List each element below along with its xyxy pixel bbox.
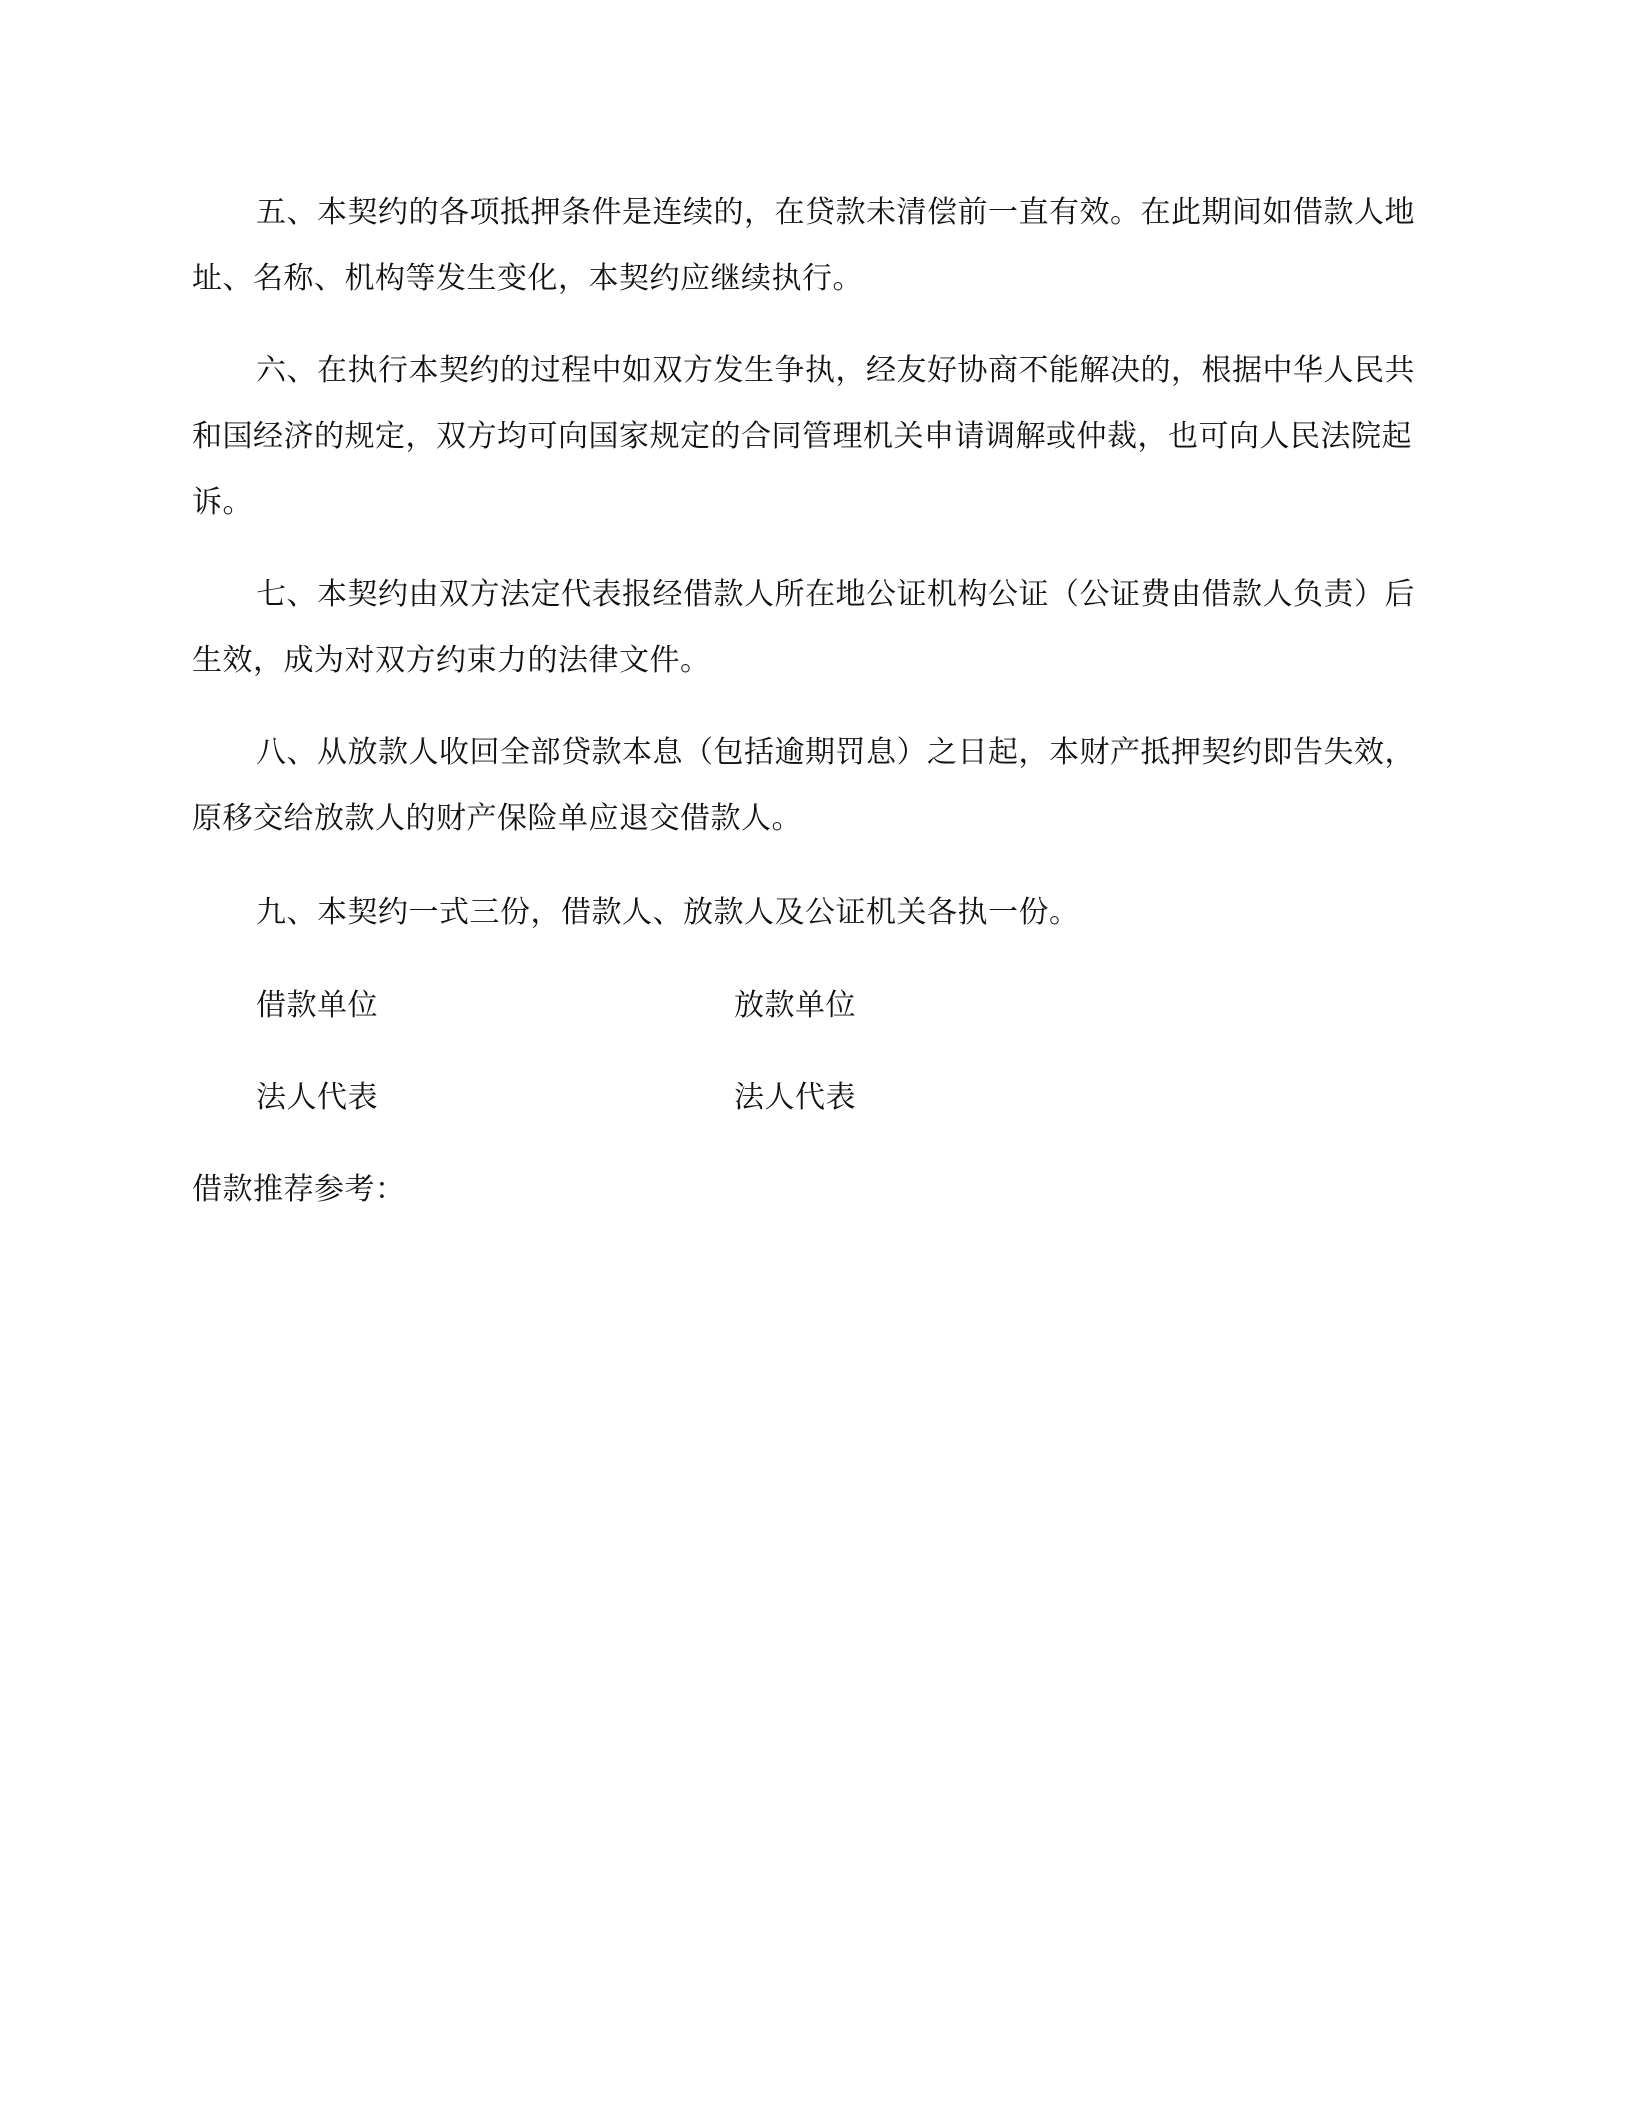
clause-8: 八、从放款人收回全部贷款本息（包括逾期罚息）之日起，本财产抵押契约即告失效，原移交给放款人的财产保险单应退交借款人。 — [192, 735, 1415, 836]
borrower-representative-label: 法人代表 — [256, 1080, 378, 1115]
loan-recommendation-note: 借款推荐参考： — [192, 1172, 406, 1207]
lender-unit-label: 放款单位 — [734, 988, 856, 1023]
clause-6: 六、在执行本契约的过程中如双方发生争执，经友好协商不能解决的，根据中华人民共和国经济的规定，双方均可向国家规定的合同管理机关申请调解或仲裁，也可向人民法院起诉。 — [192, 353, 1415, 520]
clause-5: 五、本契约的各项抵押条件是连续的，在贷款未清偿前一直有效。在此期间如借款人地址、名称、机构等发生变化，本契约应继续执行。 — [192, 195, 1415, 296]
borrower-unit-label: 借款单位 — [256, 988, 378, 1023]
clause-9: 九、本契约一式三份，借款人、放款人及公证机关各执一份。 — [256, 895, 1080, 930]
lender-representative-label: 法人代表 — [734, 1080, 856, 1115]
clause-7: 七、本契约由双方法定代表报经借款人所在地公证机构公证（公证费由借款人负责）后生效，成为对双方约束力的法律文件。 — [192, 577, 1415, 678]
